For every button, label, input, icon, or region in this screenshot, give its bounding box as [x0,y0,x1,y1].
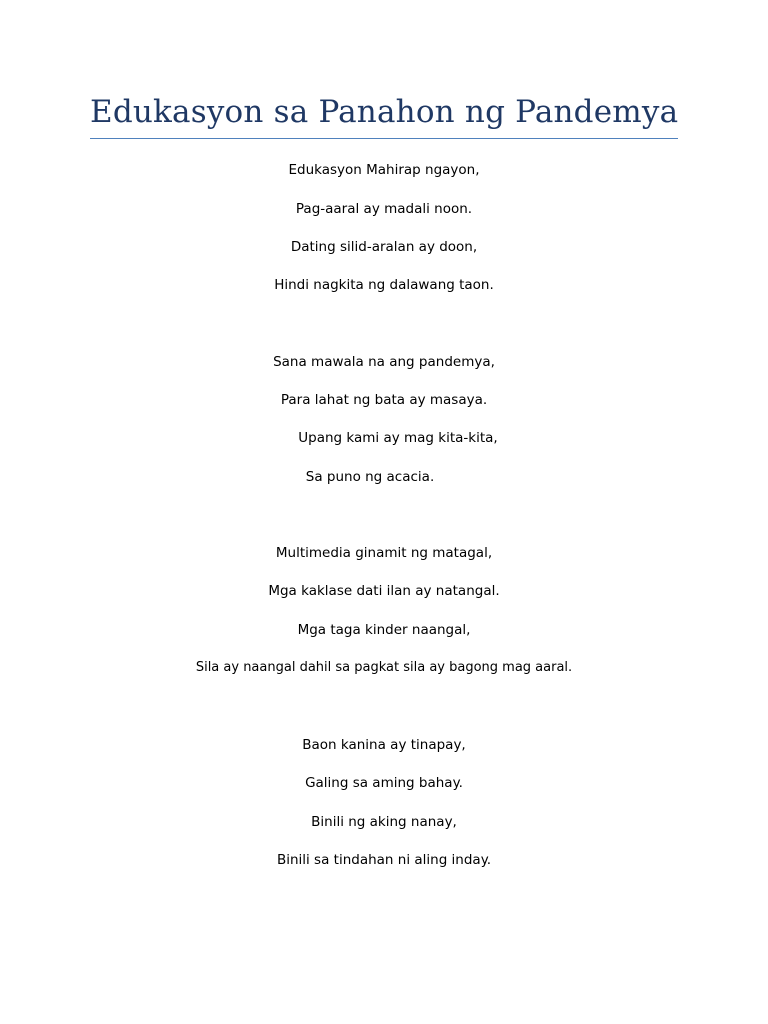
poem-line-1-1: Edukasyon Mahirap ngayon, [288,162,480,178]
poem-line-2-1: Sana mawala na ang pandemya, [273,354,495,370]
poem-line-2-4: Sa puno ng acacia. [305,469,435,485]
poem-line-3-3: Mga taga kinder naangal, [297,622,471,638]
poem-line-2-2: Para lahat ng bata ay masaya. [280,392,488,408]
poem-line-1-2: Pag-aaral ay madali noon. [295,201,473,217]
document-title: Edukasyon sa Panahon ng Pandemya [90,94,679,130]
poem-line-3-4: Sila ay naangal dahil sa pagkat sila ay bagong mag aaral. [195,660,573,675]
poem-line-1-3: Dating silid-aralan ay doon, [290,239,478,255]
title-underline [90,138,678,139]
poem-line-3-2: Mga kaklase dati ilan ay natangal. [268,583,500,599]
poem-line-4-4: Binili sa tindahan ni aling inday. [276,852,492,868]
poem-line-4-3: Binili ng aking nanay, [311,814,457,830]
poem-line-3-1: Multimedia ginamit ng matagal, [275,545,493,561]
poem-line-4-2: Galing sa aming bahay. [305,775,463,791]
poem-line-1-4: Hindi nagkita ng dalawang taon. [274,277,494,293]
poem-line-2-3: Upang kami ay mag kita-kita, [298,430,498,446]
poem-line-4-1: Baon kanina ay tinapay, [302,737,466,753]
